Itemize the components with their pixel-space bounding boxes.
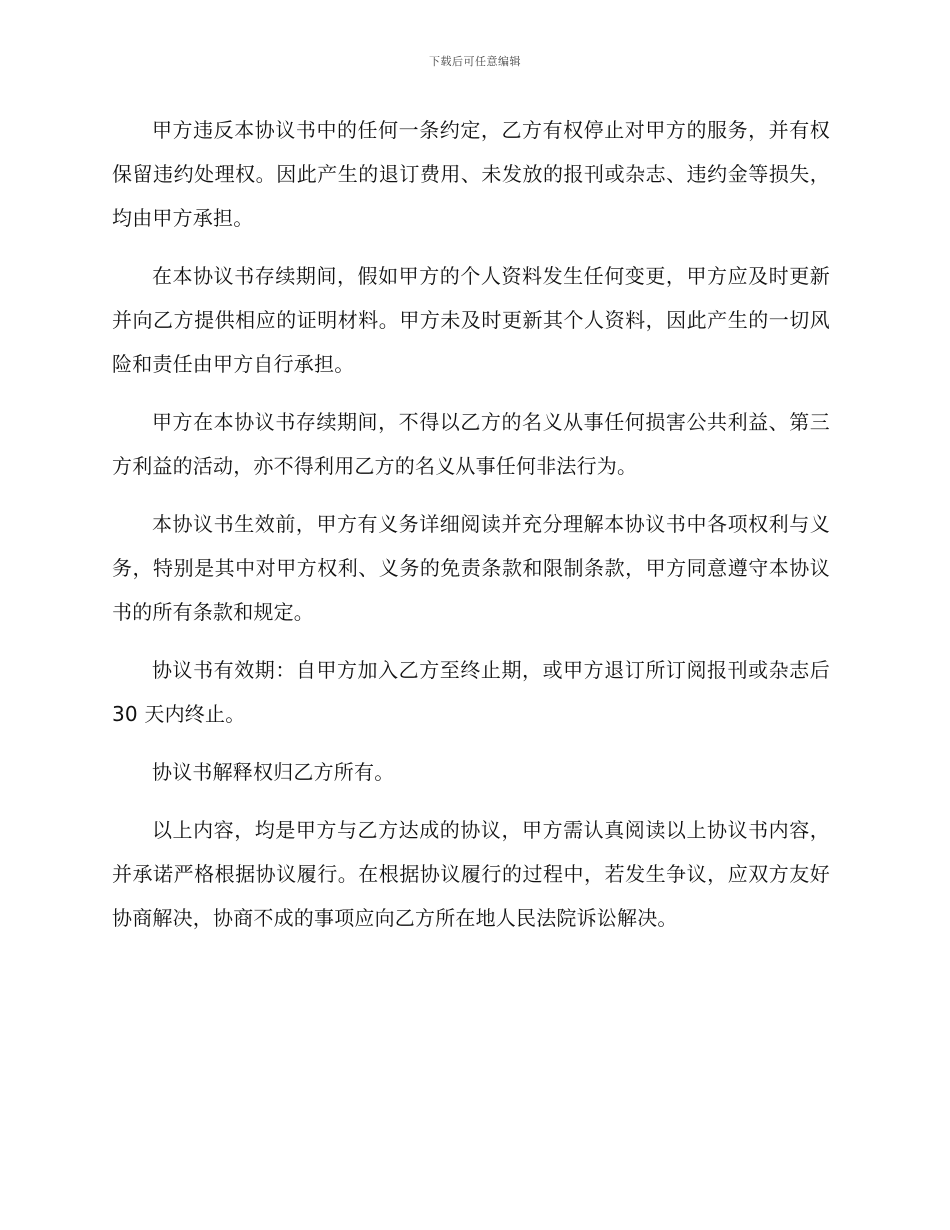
paragraph-dispute-resolution: 以上内容，均是甲方与乙方达成的协议，甲方需认真阅读以上协议书内容，并承诺严格根据协议履行。在根据协议履行的过程中，若发生争议，应双方友好协商解决，协商不成的事项应向乙方所在地人民法院诉讼解决。 bbox=[112, 818, 830, 930]
paragraph-interpretation-right: 协议书解释权归乙方所有。 bbox=[152, 760, 395, 784]
paragraph-prohibited-acts: 甲方在本协议书存续期间，不得以乙方的名义从事任何损害公共利益、第三方利益的活动，亦不得利用乙方的名义从事任何非法行为。 bbox=[112, 410, 830, 478]
paragraph-validity-period: 协议书有效期：自甲方加入乙方至终止期，或甲方退订所订阅报刊或杂志后 30 天内终止。 bbox=[112, 658, 830, 726]
paragraph-breach: 甲方违反本协议书中的任何一条约定，乙方有权停止对甲方的服务，并有权保留违约处理权。因此产生的退订费用、未发放的报刊或杂志、违约金等损失，均由甲方承担。 bbox=[112, 118, 830, 230]
page-header: 下载后可任意编辑 bbox=[429, 55, 521, 68]
document-body bbox=[112, 108, 830, 954]
paragraph-read-before-effective: 本协议书生效前，甲方有义务详细阅读并充分理解本协议书中各项权利与义务，特别是其中对甲方权利、义务的免责条款和限制条款，甲方同意遵守本协议书的所有条款和规定。 bbox=[112, 512, 830, 624]
paragraph-personal-info-change: 在本协议书存续期间，假如甲方的个人资料发生任何变更，甲方应及时更新并向乙方提供相应的证明材料。甲方未及时更新其个人资料，因此产生的一切风险和责任由甲方自行承担。 bbox=[112, 264, 830, 376]
